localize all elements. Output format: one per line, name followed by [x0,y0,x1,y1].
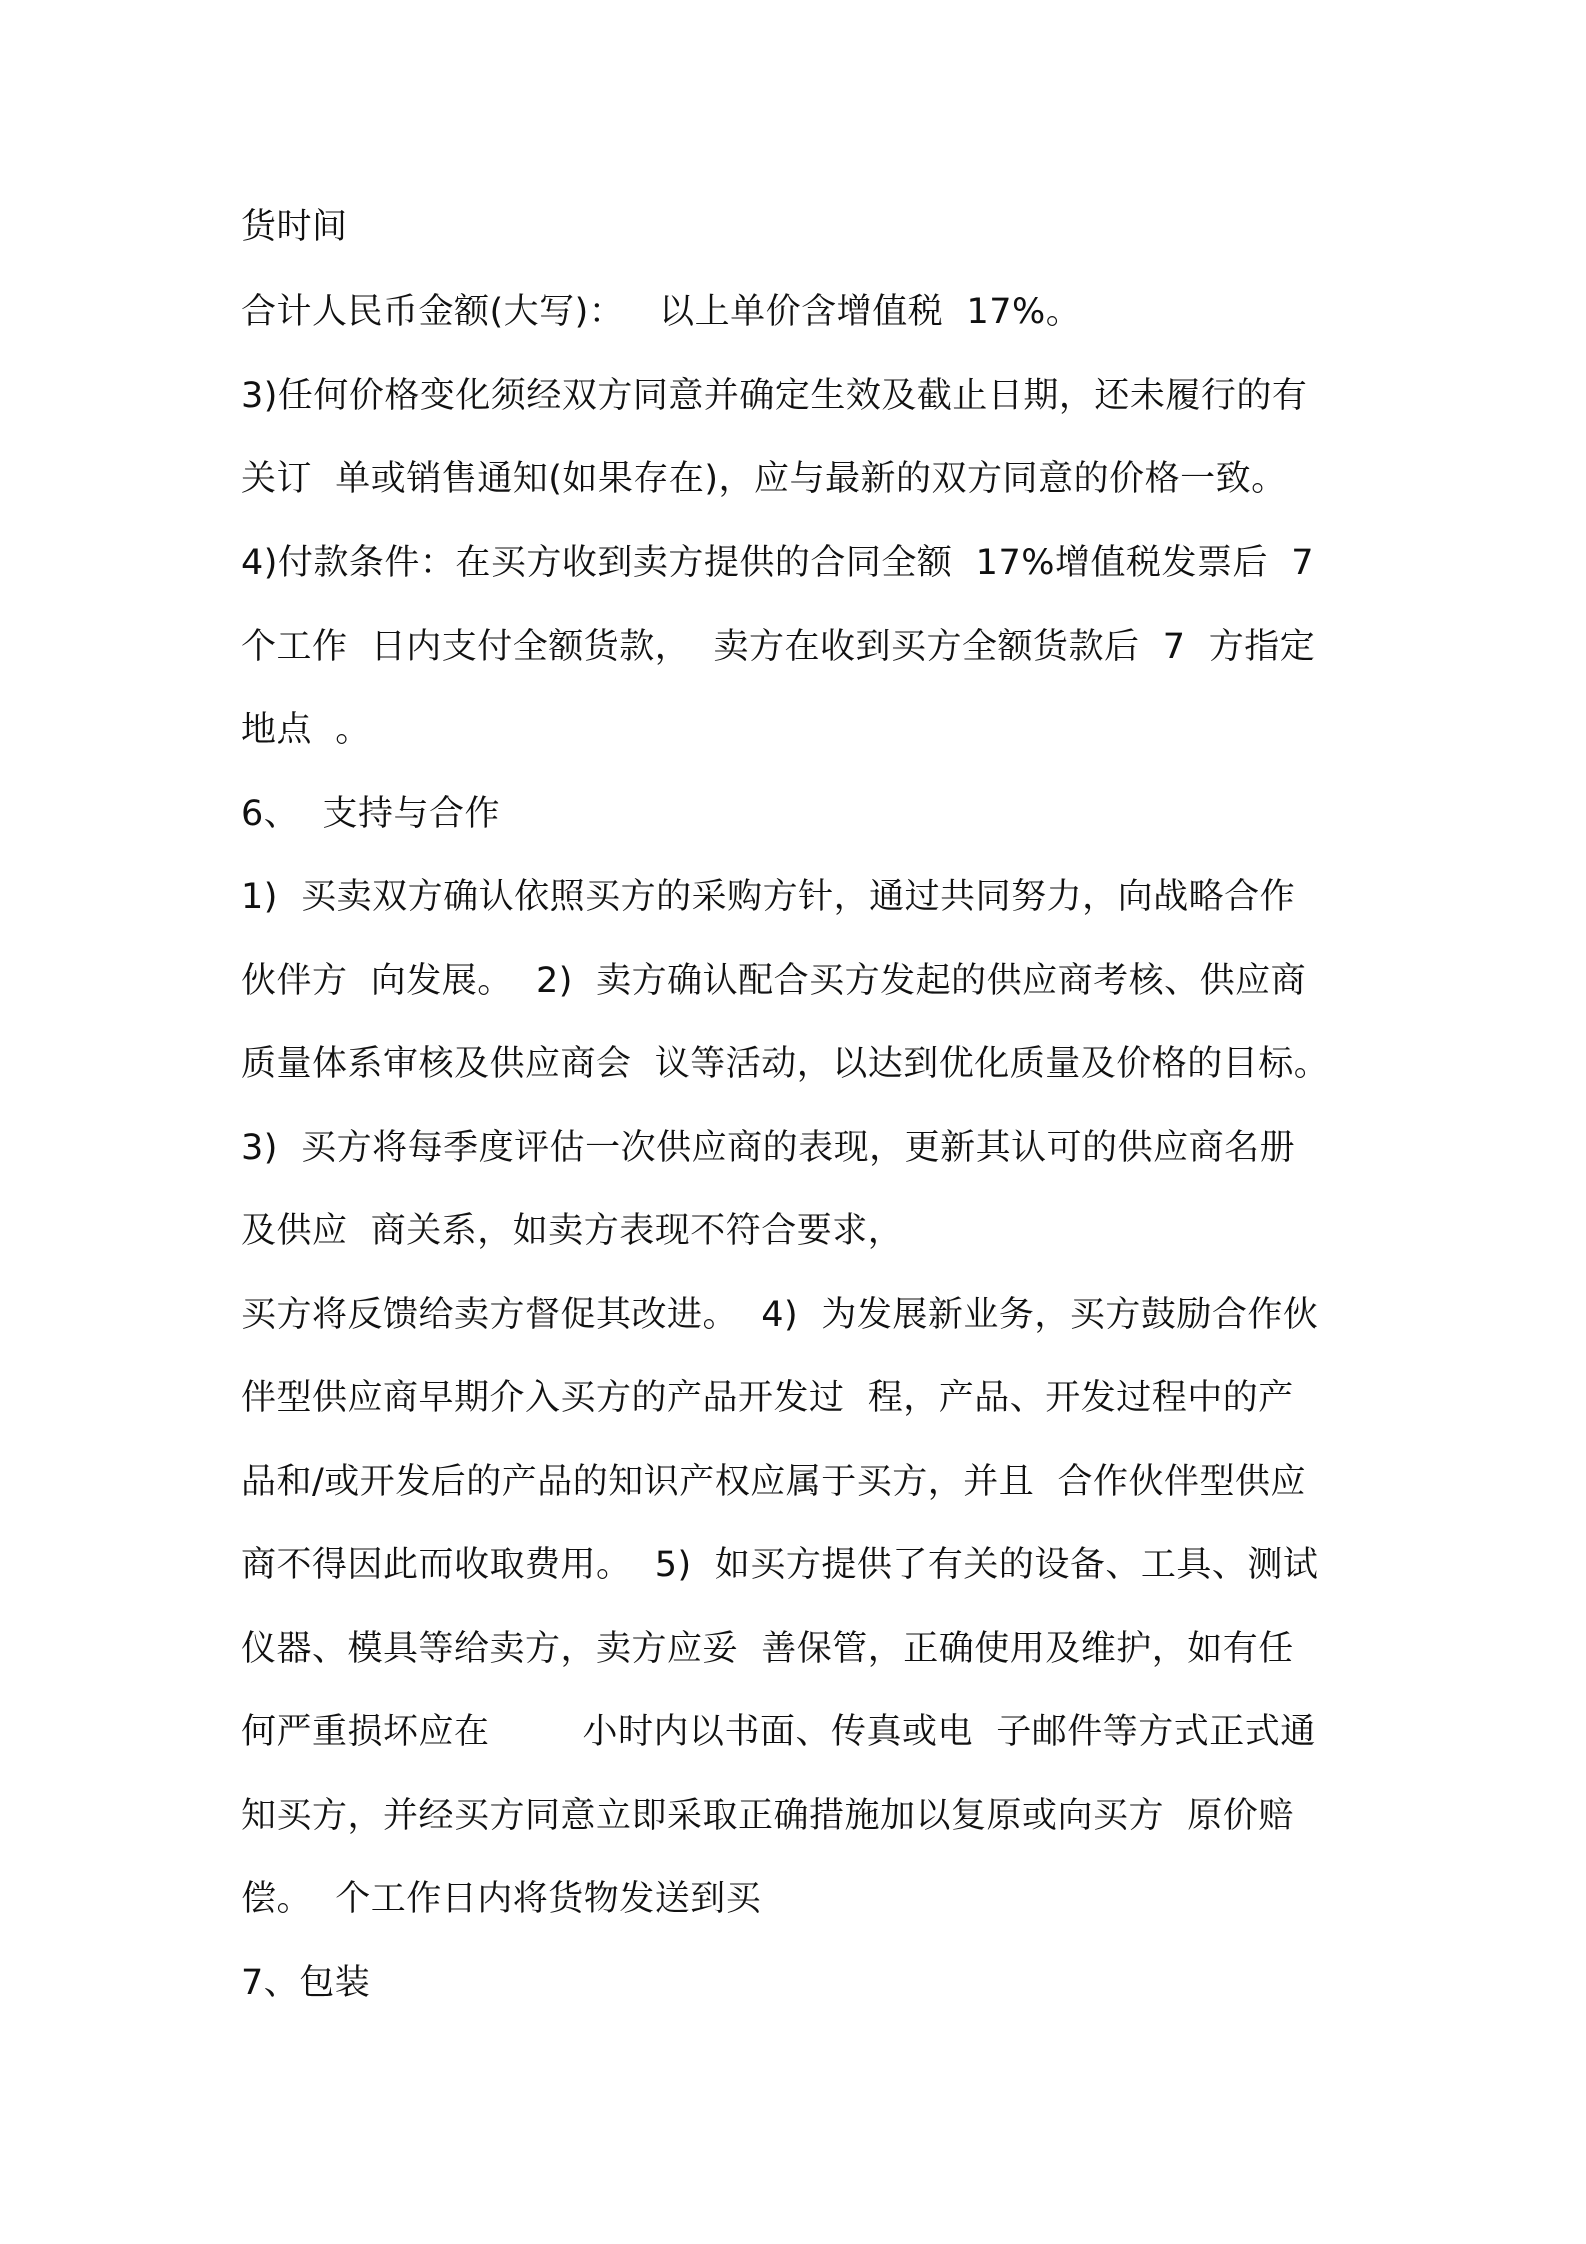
section-heading: 6、 支持与合作 [241,794,501,834]
text-line: 4)付款条件：在买方收到卖方提供的合同全额 17%增值税发票后 7 [241,543,1314,583]
text-line: 3) 买方将每季度评估一次供应商的表现，更新其认可的供应商名册 [241,1128,1296,1168]
text-line: 仪器、模具等给卖方，卖方应妥 善保管，正确使用及维护，如有任 [241,1629,1294,1669]
text-line: 品和/或开发后的产品的知识产权应属于买方，并且 合作伙伴型供应 [241,1462,1307,1502]
text-line: 商不得因此而收取费用。 5) 如买方提供了有关的设备、工具、测试 [241,1545,1319,1585]
text-line: 地点 。 [241,710,371,750]
text-line: 合计人民币金额(大写)： 以上单价含增值税 17%。 [241,292,1082,332]
text-line: 伴型供应商早期介入买方的产品开发过 程，产品、开发过程中的产 [241,1378,1294,1418]
text-line: 个工作 日内支付全额货款， 卖方在收到买方全额货款后 7 方指定 [241,627,1316,667]
text-line: 偿。 个工作日内将货物发送到买 [241,1879,762,1919]
text-line: 买方将反馈给卖方督促其改进。 4) 为发展新业务，买方鼓励合作伙 [241,1295,1319,1335]
text-line: 伙伴方 向发展。 2) 卖方确认配合买方发起的供应商考核、供应商 [241,961,1307,1001]
text-line: 何严重损坏应在 小时内以书面、传真或电 子邮件等方式正式通 [241,1712,1316,1752]
text-line: 1) 买卖双方确认依照买方的采购方针，通过共同努力，向战略合作 [241,877,1296,917]
text-line: 知买方，并经买方同意立即采取正确措施加以复原或向买方 原价赔 [241,1796,1294,1836]
text-line: 关订 单或销售通知(如果存在)，应与最新的双方同意的价格一致。 [241,459,1287,499]
text-line: 3)任何价格变化须经双方同意并确定生效及截止日期，还未履行的有 [241,376,1308,416]
text-line: 质量体系审核及供应商会 议等活动，以达到优化质量及价格的目标。 [241,1044,1330,1084]
section-heading: 7、包装 [241,1963,371,2003]
text-line: 货时间 [241,207,348,247]
text-line: 及供应 商关系，如卖方表现不符合要求， [241,1211,904,1251]
